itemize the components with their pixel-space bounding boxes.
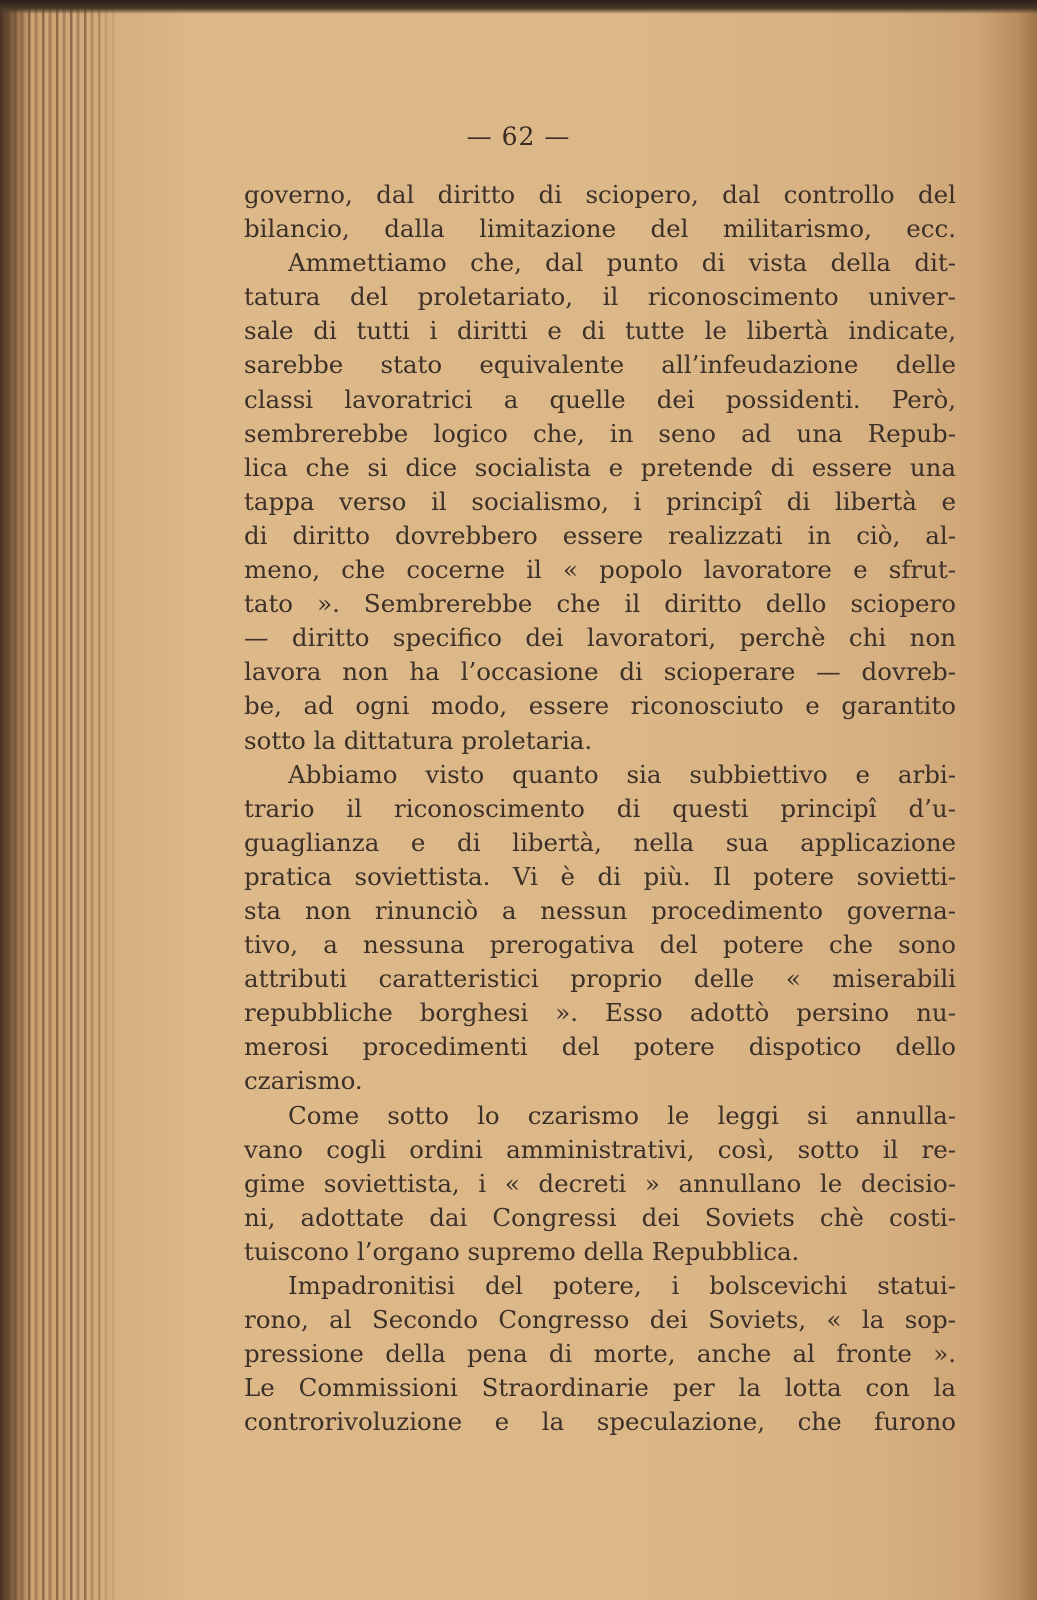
text-line: ni, adottate dai Congressi dei Soviets chè costi- <box>244 1202 956 1232</box>
text-line: lica che si dice socialista e pretende di essere una <box>244 452 956 482</box>
text-line: attributi caratteristici proprio delle « miserabili <box>244 964 956 994</box>
text-line: be, ad ogni modo, essere riconosciuto e garantito <box>244 691 956 721</box>
text-line: governo, dal diritto di sciopero, dal controllo del <box>244 180 956 209</box>
text-line: tappa verso il socialismo, i principî di libertà e <box>244 486 956 516</box>
text-line: classi lavoratrici a quelle dei possidenti. Però, <box>244 384 956 414</box>
page-number: — 62 — <box>466 122 571 151</box>
text-line: repubbliche borghesi ». Esso adottò persino nu- <box>244 998 956 1028</box>
text-line: Impadronitisi del potere, i bolscevichi statui- <box>288 1271 956 1300</box>
text-line: merosi procedimenti del potere dispotico dello <box>244 1032 956 1062</box>
text-line: sembrerebbe logico che, in seno ad una Repub- <box>244 418 956 448</box>
text-line: sale di tutti i diritti e di tutte le libertà indicate, <box>244 316 956 346</box>
text-line: gime soviettista, i « decreti » annullano le decisio- <box>244 1168 956 1198</box>
text-line: Ammettiamo che, dal punto di vista della dit- <box>288 248 956 278</box>
text-line: sta non rinunciò a nessun procedimento governa- <box>244 895 956 925</box>
page-edge-shadow <box>977 0 1037 1600</box>
text-line: guaglianza e di libertà, nella sua applicazione <box>244 827 956 857</box>
text-line: tuiscono l’organo supremo della Repubblica. <box>244 1236 800 1266</box>
text-line: pressione della pena di morte, anche al fronte ». <box>244 1339 956 1369</box>
text-line: tato ». Sembrerebbe che il diritto dello sciopero <box>244 589 956 619</box>
text-line: Abbiamo visto quanto sia subbiettivo e arbi- <box>288 759 956 789</box>
page-text-block <box>244 178 956 1439</box>
text-line: — diritto specifico dei lavoratori, perchè chi non <box>244 623 956 653</box>
text-line: vano cogli ordini amministrativi, così, sotto il re- <box>244 1134 956 1164</box>
text-line: tatura del proletariato, il riconoscimento univer- <box>244 282 956 312</box>
text-line: trario il riconoscimento di questi principî d’u- <box>244 793 956 823</box>
text-line: Le Commissioni Straordinarie per la lotta con la <box>244 1373 956 1403</box>
text-line: czarismo. <box>244 1066 363 1096</box>
text-line: controrivoluzione e la speculazione, che furono <box>244 1407 956 1437</box>
text-line: rono, al Secondo Congresso dei Soviets, « la sop- <box>244 1305 956 1335</box>
text-line: di diritto dovrebbero essere realizzati in ciò, al- <box>244 520 956 550</box>
text-line: sotto la dittatura proletaria. <box>244 725 593 755</box>
text-line: pratica soviettista. Vi è di più. Il potere sovietti- <box>244 861 956 891</box>
text-line: tivo, a nessuna prerogativa del potere che sono <box>244 930 956 960</box>
text-line: lavora non ha l’occasione di scioperare — dovreb- <box>244 657 956 687</box>
text-line: sarebbe stato equivalente all’infeudazione delle <box>244 350 956 380</box>
spine-shadow <box>0 0 30 1600</box>
text-line: meno, che cocerne il « popolo lavoratore e sfrut- <box>244 555 956 585</box>
page-top-edge <box>0 0 1037 14</box>
text-line: Come sotto lo czarismo le leggi si annulla- <box>288 1100 956 1130</box>
text-line: bilancio, dalla limitazione del militarismo, ecc. <box>244 214 956 244</box>
